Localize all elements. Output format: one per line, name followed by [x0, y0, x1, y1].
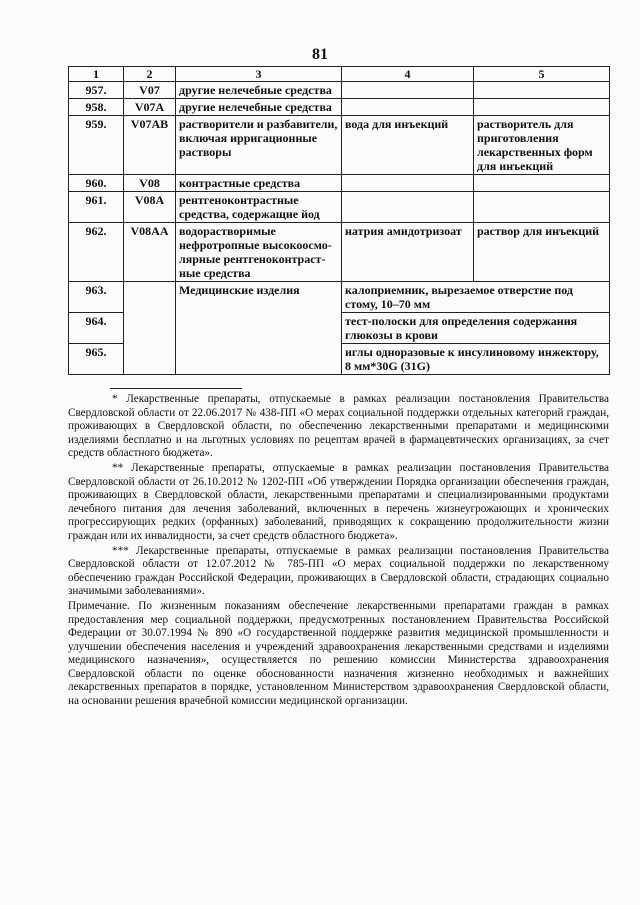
atc-code: V07AB — [124, 116, 176, 175]
atc-code: V07A — [124, 99, 176, 116]
note-paragraph: Примечание. По жизненным показаниям обеспечение лекарственными препаратами граждан в рамках предоставления мер социальной поддержки, предусмотренных постановлением Правительства Российской Федерации от 30.07.1994 № 890 «О государственной поддержке развития медицинской промышленности и улучшении обеспечения населения и учреждений здравоохранения лекарственными средствами и изделиями медицинского назначения», осуществляется по решению комиссии Министерства здравоохранения Свердловской области по оценке обоснованности назначения жизненно необходимых и важнейших лекарственных препаратов в порядке, установленном Министерством здравоохранения Свердловской области, на основании решения врачебной комиссии медицинской организации. — [68, 599, 609, 708]
row-number: 958. — [69, 99, 124, 116]
header-col-4: 4 — [342, 67, 474, 82]
atc-code: V08A — [124, 192, 176, 223]
table-row — [69, 116, 610, 175]
device-item: иглы одноразовые к инсулиновому инжектору, 8 мм*30G (31G) — [342, 344, 610, 375]
table-header-row — [69, 67, 610, 82]
dosage-form — [474, 99, 610, 116]
atc-description: другие нелечебные средства — [176, 82, 342, 99]
dosage-form — [474, 175, 610, 192]
dosage-form: растворитель для приготовления лекарственных форм для инъекций — [474, 116, 610, 175]
active-ingredient: вода для инъекций — [342, 116, 474, 175]
atc-code: V07 — [124, 82, 176, 99]
device-item: тест-полоски для определения содержания глюкозы в крови — [342, 313, 610, 344]
medication-table — [68, 66, 610, 375]
active-ingredient — [342, 192, 474, 223]
footnote-3: *** Лекарственные препараты, отпускаемые в рамках реализации постановления Правительства Свердловской области от 12.07.2012 № 785-ПП «О мерах социальной поддержки по лекарственному обеспечению граждан Российской Федерации, проживающих в Свердловской области, страдающих социально значимыми заболеваниями». — [68, 544, 609, 598]
row-number: 965. — [69, 344, 124, 375]
dosage-form — [474, 192, 610, 223]
atc-description: другие нелечебные средства — [176, 99, 342, 116]
row-number: 964. — [69, 313, 124, 344]
table-row — [69, 282, 610, 313]
table-row — [69, 192, 610, 223]
table-row — [69, 175, 610, 192]
page-number: 81 — [312, 46, 328, 63]
table-row — [69, 82, 610, 99]
table-row — [69, 223, 610, 282]
header-col-1: 1 — [69, 67, 124, 82]
atc-description: водорастворимые нефротропные высокоосмо-лярные рентгеноконтраст-ные средства — [176, 223, 342, 282]
active-ingredient — [342, 175, 474, 192]
header-col-2: 2 — [124, 67, 176, 82]
dosage-form — [474, 82, 610, 99]
row-number: 961. — [69, 192, 124, 223]
dosage-form: раствор для инъекций — [474, 223, 610, 282]
table-row — [69, 99, 610, 116]
row-number: 962. — [69, 223, 124, 282]
header-col-3: 3 — [176, 67, 342, 82]
atc-code: V08 — [124, 175, 176, 192]
medical-devices-label: Медицинские изделия — [176, 282, 342, 375]
active-ingredient: натрия амидотризоат — [342, 223, 474, 282]
active-ingredient — [342, 82, 474, 99]
atc-code: V08AA — [124, 223, 176, 282]
atc-description: растворители и разбавители, включая ирригационные растворы — [176, 116, 342, 175]
device-code-cell — [124, 282, 176, 375]
active-ingredient — [342, 99, 474, 116]
row-number: 959. — [69, 116, 124, 175]
footnote-1: * Лекарственные препараты, отпускаемые в рамках реализации постановления Правительства Свердловской области от 22.06.2017 № 438-ПП «О мерах социальной поддержки отдельных категорий граждан, проживающих в Свердловской области, по обеспечению лекарственными препаратами и медицинскими изделиями бесплатно и на льготных условиях по рецептам врачей в фармацевтических организациях, за счет средств областного бюджета». — [68, 393, 609, 460]
footnote-2: ** Лекарственные препараты, отпускаемые в рамках реализации постановления Правительства Свердловской области от 26.10.2012 № 1202-ПП «Об утверждении Порядка организации обеспечения граждан, проживающих в Свердловской области, лекарственными препаратами и специализированными продуктами лечебного питания для лечения заболеваний, включенных в перечень жизнеугрожающих и хронических прогрессирующих редких (орфанных) заболеваний, приводящих к сокращению продолжительности жизни граждан или их инвалидности, за счет средств областного бюджета». — [68, 461, 609, 542]
row-number: 960. — [69, 175, 124, 192]
atc-description: контрастные средства — [176, 175, 342, 192]
atc-description: рентгеноконтрастные средства, содержащие йод — [176, 192, 342, 223]
footnote-divider — [110, 388, 242, 389]
row-number: 963. — [69, 282, 124, 313]
device-item: калоприемник, вырезаемое отверстие под стому, 10–70 мм — [342, 282, 610, 313]
row-number: 957. — [69, 82, 124, 99]
footnotes-section — [68, 388, 609, 710]
header-col-5: 5 — [474, 67, 610, 82]
